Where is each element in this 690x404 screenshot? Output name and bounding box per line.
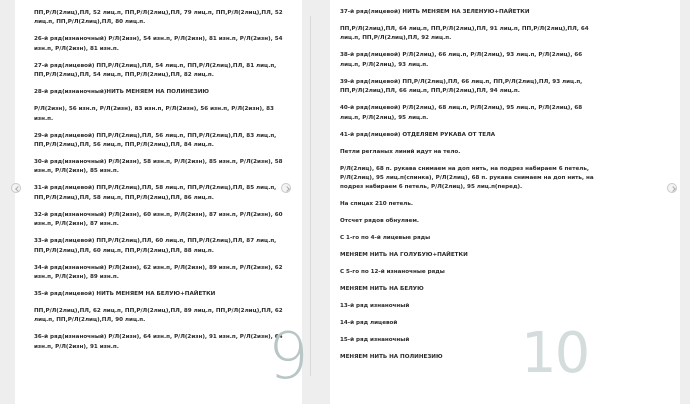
paragraph-gap bbox=[340, 97, 670, 105]
text-line: изн.п, Р/Л(2изн), 81 изн.п. bbox=[34, 45, 119, 52]
next-page-arrow-icon[interactable] bbox=[667, 183, 677, 193]
text-line: лиц.п, ПП,Р/Л(2лиц),ПЛ, 92 лиц.п. bbox=[340, 35, 452, 42]
text-line: 14-й ряд лицевой bbox=[340, 320, 398, 327]
paragraph-gap bbox=[34, 150, 292, 158]
paragraph bbox=[34, 211, 292, 230]
paragraph bbox=[34, 88, 292, 97]
paragraph-gap bbox=[34, 326, 292, 334]
text-line: изн.п, Р/Л(2изн), 89 изн.п. bbox=[34, 274, 119, 281]
text-line: ПП,Р/Л(2лиц),ПЛ, 62 лиц.п, ПП,Р/Л(2лиц),ПЛ, 89 лиц.п, ПП,Р/Л(2лиц),ПЛ, 62 bbox=[34, 308, 283, 315]
text-line: С 5-го по 12-й изнаночные ряды bbox=[340, 269, 445, 276]
paragraph bbox=[340, 353, 670, 362]
paragraph bbox=[340, 165, 670, 193]
paragraph-gap bbox=[34, 28, 292, 36]
text-line: 32-й ряд(изнаночный) Р/Л(2изн), 60 изн.п, Р/Л(2изн), 87 изн.п, Р/Л(2изн), 60 bbox=[34, 211, 283, 218]
text-line: 15-й ряд изнаночный bbox=[340, 337, 410, 344]
paragraph-gap bbox=[34, 81, 292, 89]
paragraph-gap bbox=[340, 193, 670, 201]
text-line: изн.п, Р/Л(2изн), 85 изн.п. bbox=[34, 168, 119, 175]
paragraph bbox=[34, 62, 292, 81]
text-line: 28-й ряд(изнаночный)НИТЬ МЕНЯЕМ НА ПОЛИНЕЗИЮ bbox=[34, 89, 209, 96]
text-line: 30-й ряд(изнаночный) Р/Л(2изн), 58 изн.п, Р/Л(2изн), 85 изн.п, Р/Л(2изн), 58 bbox=[34, 159, 283, 166]
text-line: Р/Л(2лиц), 95 лиц.п(спинка), Р/Л(2лиц), 68 п. рукава снимаем на доп нить, на bbox=[340, 175, 594, 182]
text-line: лиц.п, Р/Л(2лиц), 93 лиц.п. bbox=[340, 61, 429, 68]
paragraph-gap bbox=[340, 295, 670, 303]
text-line: Отсчет рядов обнуляем. bbox=[340, 218, 420, 225]
paragraph bbox=[34, 9, 292, 28]
paragraph-gap bbox=[340, 329, 670, 337]
page-left-content bbox=[34, 9, 292, 352]
text-line: 29-й ряд(лицевой) ПП,Р/Л(2лиц),ПЛ, 56 лиц.п, ПП,Р/Л(2лиц),ПЛ, 83 лиц.п, bbox=[34, 132, 277, 139]
text-line: Петли регланых линий идут на тело. bbox=[340, 148, 461, 155]
next-page-arrow-icon[interactable] bbox=[281, 183, 291, 193]
paragraph-gap bbox=[340, 123, 670, 131]
text-line: ПП,Р/Л(2лиц),ПЛ, 60 лиц.п, ПП,Р/Л(2лиц),ПЛ, 88 лиц.п. bbox=[34, 247, 214, 254]
paragraph bbox=[340, 78, 670, 97]
paragraph-gap bbox=[340, 261, 670, 269]
paragraph-gap bbox=[34, 230, 292, 238]
text-line: Р/Л(2лиц), 68 п. рукава снимаем на доп нить, на подрез набираем 6 петель, bbox=[340, 165, 589, 172]
text-line: 26-й ряд(изнаночный) Р/Л(2изн), 54 изн.п, Р/Л(2изн), 81 изн.п, Р/Л(2изн), 54 bbox=[34, 36, 283, 43]
paragraph-gap bbox=[340, 17, 670, 25]
page-right-content bbox=[340, 8, 670, 363]
paragraph bbox=[34, 290, 292, 299]
text-line: МЕНЯЕМ НИТЬ НА БЕЛУЮ bbox=[340, 286, 424, 293]
text-line: 13-й ряд изнаночный bbox=[340, 303, 410, 310]
text-line: 34-й ряд(изнаночный) Р/Л(2изн), 62 изн.п, Р/Л(2изн), 89 изн.п, Р/Л(2изн), 62 bbox=[34, 264, 283, 271]
paragraph-gap bbox=[34, 282, 292, 290]
paragraph bbox=[34, 184, 292, 203]
text-line: 35-й ряд(лицевой) НИТЬ МЕНЯЕМ НА БЕЛУЮ+ПАЙЕТКИ bbox=[34, 291, 216, 298]
text-line: 41-й ряд(лицевой) ОТДЕЛЯЕМ РУКАВА ОТ ТЕЛА bbox=[340, 131, 496, 138]
text-line: 33-й ряд(лицевой) ПП,Р/Л(2лиц),ПЛ, 60 лиц.п, ПП,Р/Л(2лиц),ПЛ, 87 лиц.п, bbox=[34, 238, 277, 245]
paragraph-gap bbox=[340, 227, 670, 235]
document-page-right bbox=[330, 0, 680, 404]
paragraph bbox=[340, 268, 670, 277]
paragraph bbox=[340, 25, 670, 44]
text-line: подрез набираем 6 петель, Р/Л(2лиц), 95 лиц.п(перед). bbox=[340, 184, 523, 191]
paragraph bbox=[34, 264, 292, 283]
paragraph-gap bbox=[34, 299, 292, 307]
text-line: лиц.п, Р/Л(2лиц), 95 лиц.п. bbox=[340, 114, 429, 121]
page-divider bbox=[310, 16, 311, 376]
paragraph-gap bbox=[34, 256, 292, 264]
text-line: ПП,Р/Л(2лиц),ПЛ, 58 лиц.п, ПП,Р/Л(2лиц),ПЛ, 86 лиц.п. bbox=[34, 194, 214, 201]
text-line: лиц.п, ПП,Р/Л(2лиц),ПЛ, 90 лиц.п. bbox=[34, 317, 146, 324]
text-line: лиц.п, ПП,Р/Л(2лиц),ПЛ, 80 лиц.п. bbox=[34, 19, 146, 26]
paragraph-gap bbox=[340, 210, 670, 218]
text-line: 27-й ряд(лицевой) ПП,Р/Л(2лиц),ПЛ, 54 лиц.п, ПП,Р/Л(2лиц),ПЛ, 81 лиц.п, bbox=[34, 62, 277, 69]
paragraph bbox=[340, 319, 670, 328]
paragraph bbox=[340, 8, 670, 17]
paragraph-gap bbox=[34, 54, 292, 62]
paragraph bbox=[34, 237, 292, 256]
text-line: 36-й ряд(изнаночный) Р/Л(2изн), 64 изн.п, Р/Л(2изн), 91 изн.п, Р/Л(2изн), 64 bbox=[34, 334, 283, 341]
paragraph-gap bbox=[34, 177, 292, 185]
document-page-left bbox=[15, 0, 309, 404]
paragraph bbox=[340, 234, 670, 243]
paragraph bbox=[34, 35, 292, 54]
text-line: 38-й ряд(лицевой) Р/Л(2лиц), 66 лиц.п, Р/Л(2лиц), 93 лиц.п, Р/Л(2лиц), 66 bbox=[340, 52, 583, 59]
text-line: Р/Л(2изн), 56 изн.п, Р/Л(2изн), 83 изн.п, Р/Л(2изн), 56 изн.п, Р/Л(2изн), 83 bbox=[34, 106, 274, 113]
paragraph-gap bbox=[34, 124, 292, 132]
text-line: ПП,Р/Л(2лиц),ПЛ, 54 лиц.п, ПП,Р/Л(2лиц),ПЛ, 82 лиц.п. bbox=[34, 72, 214, 79]
text-line: На спицах 210 петель. bbox=[340, 201, 414, 208]
paragraph bbox=[34, 105, 292, 124]
text-line: изн.п, Р/Л(2изн), 91 изн.п. bbox=[34, 343, 119, 350]
text-line: МЕНЯЕМ НИТЬ НА ПОЛИНЕЗИЮ bbox=[340, 354, 443, 361]
paragraph bbox=[340, 148, 670, 157]
paragraph-gap bbox=[340, 44, 670, 52]
paragraph-gap bbox=[340, 278, 670, 286]
text-line: ПП,Р/Л(2лиц),ПЛ, 52 лиц.п, ПП,Р/Л(2лиц),ПЛ, 79 лиц.п, ПП,Р/Л(2лиц),ПЛ, 52 bbox=[34, 10, 283, 16]
paragraph bbox=[340, 302, 670, 311]
paragraph bbox=[340, 251, 670, 260]
text-line: ПП,Р/Л(2лиц),ПЛ, 64 лиц.п, ПП,Р/Л(2лиц),ПЛ, 91 лиц.п, ПП,Р/Л(2лиц),ПЛ, 64 bbox=[340, 26, 589, 32]
paragraph bbox=[34, 158, 292, 177]
paragraph bbox=[34, 307, 292, 326]
text-line: ПП,Р/Л(2лиц),ПЛ, 66 лиц.п, ПП,Р/Л(2лиц),ПЛ, 94 лиц.п. bbox=[340, 88, 520, 95]
paragraph-gap bbox=[340, 312, 670, 320]
paragraph bbox=[340, 131, 670, 140]
text-line: 40-й ряд(лицевой) Р/Л(2лиц), 68 лиц.п, Р/Л(2лиц), 95 лиц.п, Р/Л(2лиц), 68 bbox=[340, 105, 583, 112]
text-line: изн.п, Р/Л(2изн), 87 изн.п. bbox=[34, 221, 119, 228]
previous-page-arrow-icon[interactable] bbox=[11, 183, 21, 193]
page-number: 10 bbox=[521, 321, 589, 386]
paragraph bbox=[340, 51, 670, 70]
paragraph-gap bbox=[34, 203, 292, 211]
text-line: 31-й ряд(лицевой) ПП,Р/Л(2лиц),ПЛ, 58 лиц.п, ПП,Р/Л(2лиц),ПЛ, 85 лиц.п, bbox=[34, 185, 277, 192]
paragraph bbox=[34, 132, 292, 151]
paragraph-gap bbox=[34, 98, 292, 106]
paragraph bbox=[34, 333, 292, 352]
text-line: 39-й ряд(лицевой) ПП,Р/Л(2лиц),ПЛ, 66 лиц.п, ПП,Р/Л(2лиц),ПЛ, 93 лиц.п, bbox=[340, 78, 583, 85]
paragraph bbox=[340, 285, 670, 294]
text-line: С 1-го по 4-й лицевые ряды bbox=[340, 235, 431, 242]
paragraph bbox=[340, 104, 670, 123]
paragraph bbox=[340, 336, 670, 345]
paragraph-gap bbox=[340, 70, 670, 78]
paragraph-gap bbox=[340, 346, 670, 354]
text-line: 37-й ряд(лицевой) НИТЬ МЕНЯЕМ НА ЗЕЛЕНУЮ+ПАЙЕТКИ bbox=[340, 9, 530, 15]
paragraph bbox=[340, 200, 670, 209]
text-line: ПП,Р/Л(2лиц),ПЛ, 56 лиц.п, ПП,Р/Л(2лиц),ПЛ, 84 лиц.п. bbox=[34, 142, 214, 149]
text-line: изн.п. bbox=[34, 115, 54, 122]
paragraph bbox=[340, 217, 670, 226]
paragraph-gap bbox=[340, 244, 670, 252]
paragraph-gap bbox=[340, 140, 670, 148]
paragraph-gap bbox=[340, 157, 670, 165]
page-number: 9 bbox=[268, 320, 309, 394]
text-line: МЕНЯЕМ НИТЬ НА ГОЛУБУЮ+ПАЙЕТКИ bbox=[340, 252, 468, 259]
